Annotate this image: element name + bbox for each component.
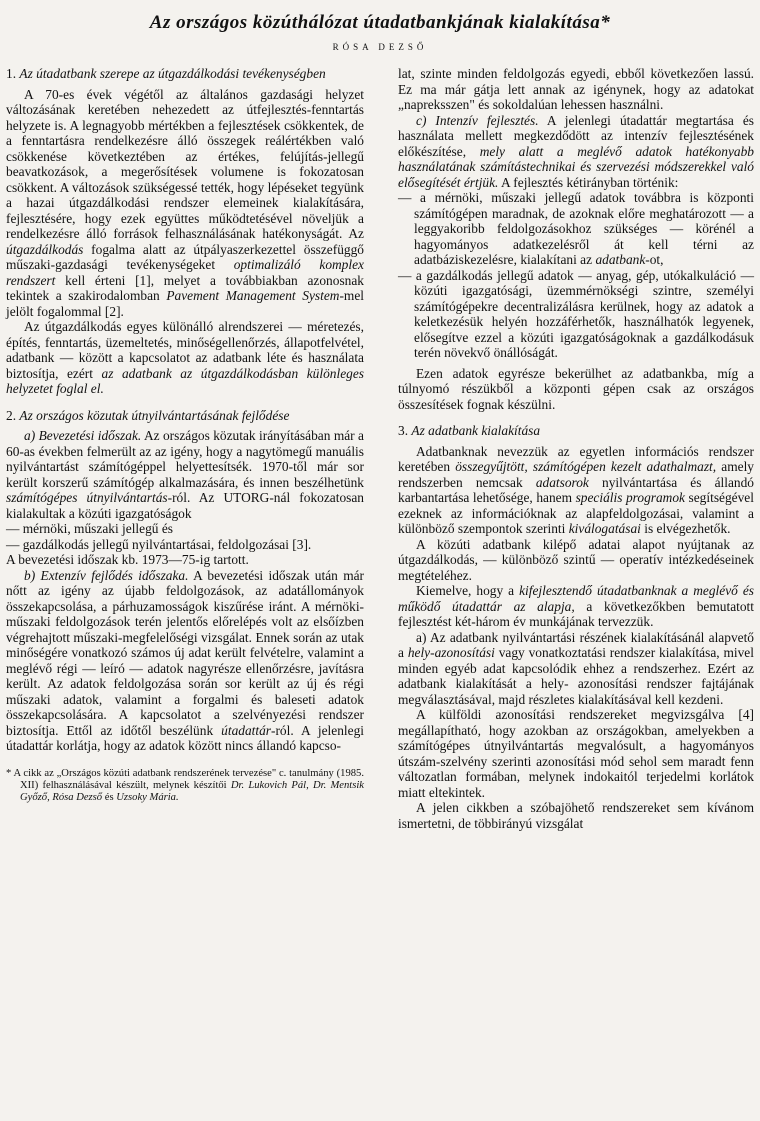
paragraph: a) Az adatbank nyilvántartási részének kialakításánál alapvető a hely-azonosítási vagy vonatkoztatási rendszer kialakítása, mivel minden egyéb adat kapcsolódik ehhez a rendszerhez. Ezért az adatbank kialakítását a hely- azonosítási rendszer fajtájának megválasztásával, majd részletes kialakításával kell kezdeni. [398, 629, 754, 707]
page-title: Az országos közúthálózat útadatbankjának kialakítása* [149, 12, 611, 33]
right-column [398, 66, 754, 831]
paragraph: A közúti adatbank kilépő adatai alapot nyújtanak az útgazdálkodás, — különböző szintű — operatív intézkedéseinek megtételéhez. [398, 536, 754, 583]
paragraph: lat, szinte minden feldolgozás egyedi, ebből következően lassú. Ez ma már gátja lett annak az igénynek, hogy az adatokat „napreksszen" és sokoldalúan lehessen használni. [398, 66, 754, 112]
left-column [6, 66, 364, 805]
section-2-heading: 2. Az országos közutak útnyilvántartásának fejlődése [6, 407, 290, 423]
paragraph: A külföldi azonosítási rendszereket megvizsgálva [4] megállapítható, hogy azokban az országokban, amelyekben a számítógépes útnyilvántartás megvalósult, a hagyományos útszám-szelvény szerinti azonosítási mód sehol sem maradt fenn változatlan formában, melynek indokaitól terjedelmi korlátok miatt eltekintek. [398, 707, 754, 800]
paragraph: A bevezetési időszak kb. 1973—75-ig tartott. [6, 552, 249, 567]
paragraph: b) Extenzív fejlődés időszaka. A bevezetési időszak után már nőtt az igény az újabb feldolgozások, az adatállományok összekapcsolása, a párhuzamosságok kiszűrése iránt. A mérnöki-műszaki feldolgozások terén jelentős előrelépés volt az elsőízben végrehajtott műszaki-megfelelőségi vizsgálat. Ennek során az utak minőségére vonatkozó számos új adat került felvételre, valamint a meglévő régi — leíró — adatok nagyrésze ellenőrzésre, javításra került. Az adatok feldolgozása során sor került az új és régi műszaki adatok, valamint a forgalmi és baleseti adatok összekapcsolására. A kapcsolatot a szelvényezési rendszer biztosítja. Ettől az időtől beszélünk útadattár-ról. A jelenlegi útadattár korlátja, hogy az adatok között nincs állandó kapcso- [6, 567, 365, 753]
paragraph: Adatbanknak nevezzük az egyetlen információs rendszer keretében összegyűjtött, számítógépen kezelt adathalmazt, amely rendszerben nemcsak adatsorok nyilvántartása és állandó karbantartása lehetősége, hanem speciális programok segítségével ezeknek az információknak az alapfeldolgozásai, valamint a különböző szempontok szerinti kiválogatásai is elvégezhetők. [398, 443, 754, 536]
list-item: — a gazdálkodás jellegű adatok — anyag, gép, utókalkuláció — közúti igazgatósági, üzemmérnökségi szintre, személyi számítógépekre decentralizálásra kerülnek, hogy az adatok a keletkezésük helyén hozzáférhetők, használhatók legyenek, elősegítve ezzel a közúti igazgatóságoknak a gazdálkodásuk terén növekvő önállóságát. [398, 267, 754, 360]
paragraph: A jelen cikkben a szóbajöhető rendszereket sem kívánom ismertetni, de többirányú vizsgálat [398, 800, 754, 831]
paragraph: Ezen adatok egyrésze bekerülhet az adatbankba, míg a túlnyomó részükből a központi gépen csak az országos összesítések fognak készülni. [398, 365, 754, 412]
section-3-heading: 3. Az adatbank kialakítása [398, 423, 541, 438]
list-item: — mérnöki, műszaki jellegű és [6, 521, 173, 536]
section-1-heading: 1. Az útadatbank szerepe az útgazdálkodási tevékenységben [6, 66, 326, 81]
footnote: * A cikk az „Országos közúti adatbank rendszerének tervezése" c. tanulmány (1985. XII) felhasználásával készült, melynek készítői Dr. Lukovich Pál, Dr. Mentsik Győző, Rósa Dezső és Uzsoky Mária. [6, 767, 364, 804]
paragraph: A 70-es évek végétől az általános gazdasági helyzet változásának keretében nehezedett az útfejlesztés-fenntartás helyzete is. A legnagyobb mértékben a fejlesztések csökkentek, de a fenntartásra rendelkezésre álló összegek reálértékben való csökkenése következtében az értékes, felújítás-jellegű beavatkozások, a megerősítések volumene is fokozatosan csökkent. A változások szükségessé tették, hogy lépéseket tegyünk a hazai útgazdálkodási rendszer elemeinek kialakítására, fejlesztésére, hogy ezek együttes működtetésével növeljük a rendelkezésre álló források felhasználásának hatékonyságát. Az útgazdálkodás fogalma alatt az útpályaszerkezettel összefüggő műszaki-gazdasági tevékenységeket optimalizáló komplex rendszert kell érteni [1], melyet a továbbiakban azonosnak tekintek a szakirodalomban Pavement Management System-mel jelölt fogalommal [2]. [6, 86, 364, 319]
list-item: — a mérnöki, műszaki jellegű adatok továbbra is központi számítógépen maradnak, de azoknak előre meghatározott — a leggyakoribb feldolgozásokhoz szükséges — körénél a hagyományos adatkezelésről át kell térni az adatbáziskezelésre, kialakítani az adatbank-ot, [398, 190, 754, 267]
list-item: — gazdálkodás jellegű nyilvántartásai, feldolgozásai [3]. [6, 536, 312, 552]
paragraph: Az útgazdálkodás egyes különálló alrendszerei — méretezés, építés, fenntartás, üzemeltetés, minőségellenőrzés, állapotfelvétel, adatbank — között a kapcsolatot az adatbank léte és használata biztosítja, ezért az adatbank az útgazdálkodásban különleges helyzetet foglal el. [6, 319, 364, 396]
paragraph: c) Intenzív fejlesztés. A jelenlegi útadattár megtartása és használata mellett megkezdődött az intenzív fejlesztésének előkészítése, mely alatt a meglévő adatok hatékonyabb használatának számítástechnikai és szervezési módszerekkel való elősegítését értjük. A fejlesztés kétirányban történik: [398, 112, 754, 190]
paragraph: a) Bevezetési időszak. Az országos közutak irányításában már a 60-as években felmerült az az igény, hogy a nagytömegű manuális nyilvántartást számítógéppel helyettesítsék. 1970-től már sor került korszerű számítógép alkalmazására, és innen beszélhetünk számítógépes útnyilvántartás-ról. Az UTORG-nál fokozatosan kialakultak a közúti igazgatóságok [6, 428, 365, 521]
paragraph: Kiemelve, hogy a kifejlesztendő útadatbanknak a meglévő és működő útadattár az alapja, a következőkben bemutatott fejlesztést két-három év munkájának tervezzük. [398, 583, 754, 629]
author-name: RÓSA DEZSŐ [332, 42, 428, 52]
